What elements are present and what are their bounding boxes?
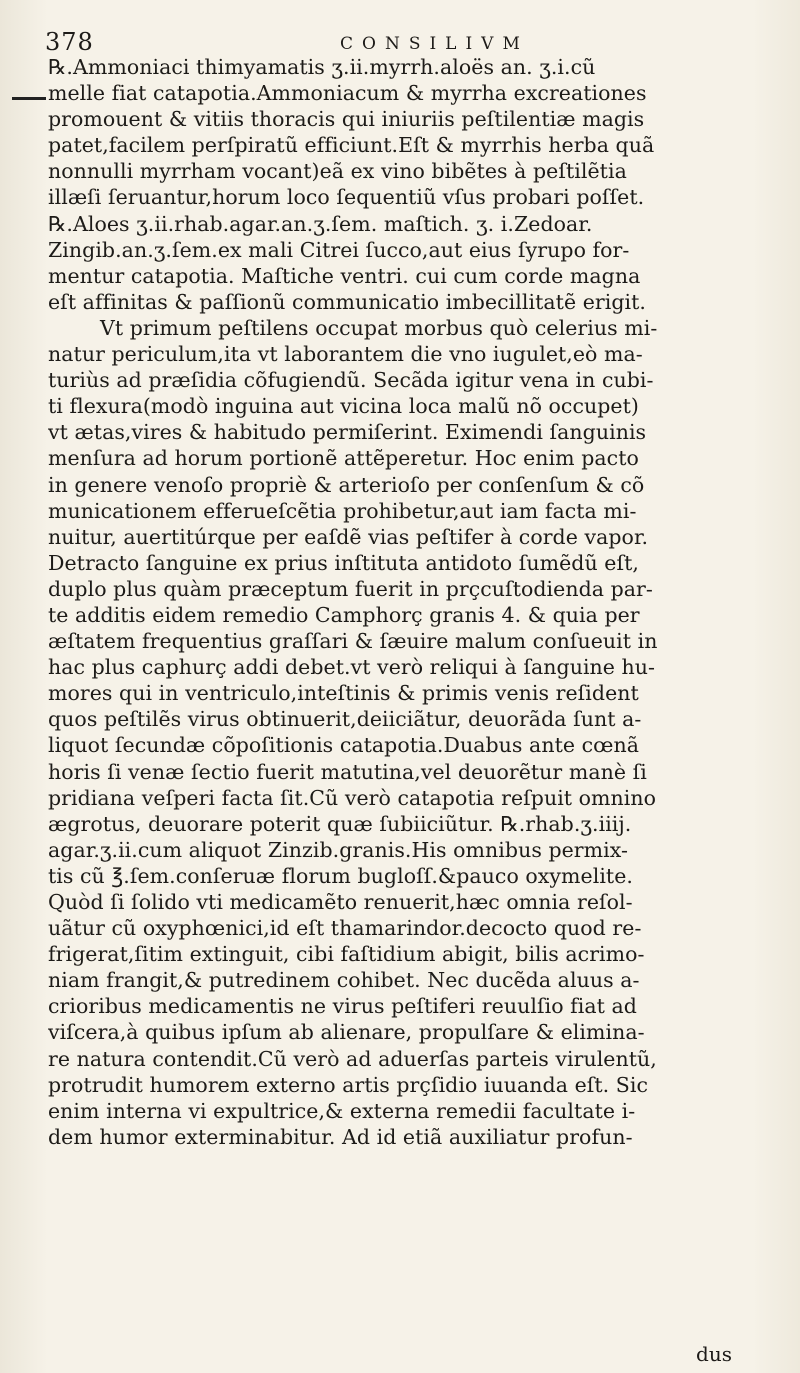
text-line: quos peſtilẽs virus obtinuerit,deiiciãtur, deuorãda ſunt a- <box>48 707 642 732</box>
text-line: nuitur, auertitúrque per eaſdẽ vias peſtifer à corde vapor. <box>48 524 649 549</box>
text-line: te additis eidem remedio Camphorç granis 4. & quia per <box>48 602 640 627</box>
text-line: hac plus caphurç addi debet.vt verò reliqui à ſanguine hu- <box>48 655 656 680</box>
margin-dash <box>12 97 46 100</box>
text-line: æſtatem frequentius graſſari & ſæuire malum conſueuit in <box>48 629 658 654</box>
text-line: niam frangit,& putredinem cohibet. Nec ducẽda aluus a- <box>48 968 640 993</box>
text-line: melle fiat catapotia.Ammoniacum & myrrha excreationes <box>48 81 647 106</box>
text-line: uãtur cũ oxyphœnici,id eſt thamarindor.decocto quod re- <box>48 916 642 941</box>
text-line: viſcera,à quibus ipſum ab alienare, propulſare & elimina- <box>48 1020 645 1045</box>
text-line: duplo plus quàm præceptum fuerit in prçcuſtodienda par- <box>48 576 653 601</box>
text-line: agar.ʒ.ii.cum aliquot Zinzib.granis.His omnibus permix- <box>48 837 628 862</box>
text-line: promouent & vitiis thoracis qui iniuriis peſtilentiæ magis <box>48 107 645 132</box>
text-line: frigerat,ſitim extinguit, cibi faſtidium abigit, bilis acrimo- <box>48 942 645 967</box>
text-line: patet,facilem perſpiratũ efficiunt.Eſt & myrrhis herba quã <box>48 133 655 158</box>
text-line: pridiana veſperi facta ſit.Cũ verò catapotia reſpuit omnino <box>48 785 657 810</box>
text-line: Vt primum peſtilens occupat morbus quò celerius mi- <box>100 315 658 340</box>
text-line: protrudit humorem externo artis prçſidio iuuanda eſt. Sic <box>48 1072 649 1097</box>
text-line: tis cũ ℥.ſem.conſeruæ florum bugloſſ.&pauco oxymelite. <box>48 863 633 888</box>
text-line: ℞.Ammoniaci thimyamatis ʒ.ii.myrrh.aloës an. ʒ.i.cũ <box>48 55 596 79</box>
text-line: liquot ſecundæ cõpoſitionis catapotia.Duabus ante cœnã <box>48 733 639 758</box>
running-title: CONSILIVM <box>340 34 529 54</box>
text-line: mores qui in ventriculo,inteſtinis & primis venis reſident <box>48 681 639 706</box>
text-line: ægrotus, deuorare poterit quæ ſubiiciũtur. ℞.rhab.ʒ.iiij. <box>48 811 632 836</box>
text-line: in genere venoſo propriè & arterioſo per conſenſum & cõ <box>48 472 645 497</box>
text-line: illæſi ſeruantur,horum loco ſequentiũ vſus probari poſſet. <box>48 185 645 210</box>
text-line: turiùs ad præſidia cõfugiendũ. Secãda igitur vena in cubi- <box>48 368 654 393</box>
text-line: crioribus medicamentis ne virus peſtiferi reuulſio fiat ad <box>48 994 637 1019</box>
text-line: municationem efferueſcẽtia prohibetur,aut iam facta mi- <box>48 498 637 523</box>
text-line: ℞.Aloes ʒ.ii.rhab.agar.an.ʒ.ſem. maſtich. ʒ. i.Zedoar. <box>48 211 593 236</box>
body-text <box>48 54 756 1150</box>
text-line: Zingib.an.ʒ.ſem.ex mali Citrei ſucco,aut eius ſyrupo for- <box>48 237 630 262</box>
text-line: re natura contendit.Cũ verò ad aduerſas parteis virulentũ, <box>48 1046 657 1071</box>
text-line: vt ætas,vires & habitudo permiſerint. Eximendi ſanguinis <box>48 420 647 445</box>
page-number: 378 <box>45 28 94 56</box>
text-line: ti flexura(modò inguina aut vicina loca malũ nõ occupet) <box>48 394 639 419</box>
text-line: Quòd ſi ſolido vti medicamẽto renuerit,hæc omnia reſol- <box>48 890 633 914</box>
catch-word: dus <box>696 1342 732 1366</box>
text-line: mentur catapotia. Maſtiche ventri. cui cum corde magna <box>48 263 641 288</box>
text-line: eſt affinitas & paſſionũ communicatio imbecillitatẽ erigit. <box>48 289 646 314</box>
text-line: Detracto ſanguine ex prius inſtituta antidoto ſumẽdũ eſt, <box>48 550 639 575</box>
text-line: horis ſi venæ ſectio fuerit matutina,vel deuorẽtur manè ſi <box>48 759 647 784</box>
text-line: natur periculum,ita vt laborantem die vno iugulet,eò ma- <box>48 342 643 367</box>
text-line: enim interna vi expultrice,& externa remedii facultate i- <box>48 1098 636 1123</box>
text-line: menſura ad horum portionẽ attẽperetur. Hoc enim pacto <box>48 446 639 471</box>
text-line: nonnulli myrrham vocant)eã ex vino bibẽtes à peſtilẽtia <box>48 159 627 184</box>
text-line: dem humor exterminabitur. Ad id etiã auxiliatur profun- <box>48 1124 633 1149</box>
